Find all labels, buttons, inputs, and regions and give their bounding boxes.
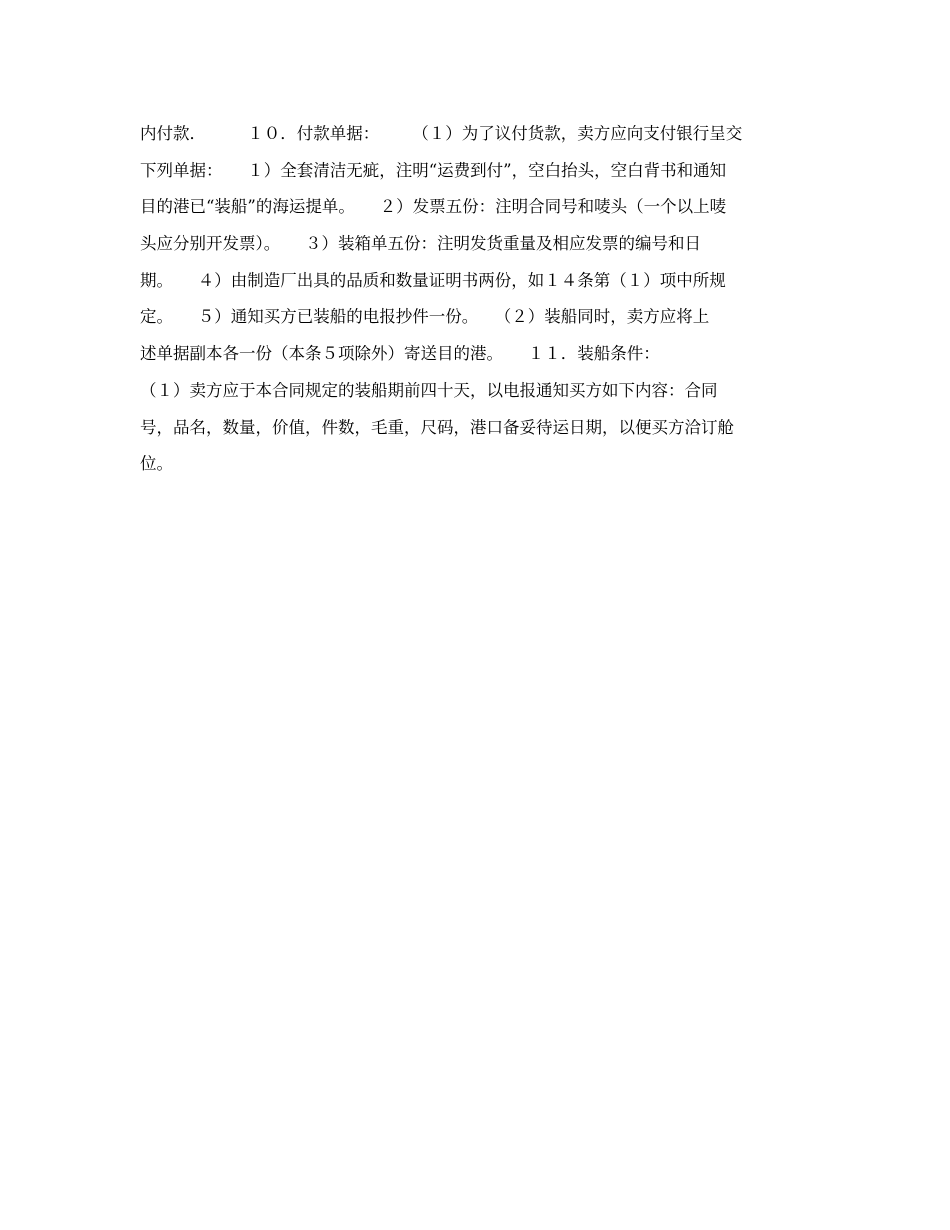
- text-line-10: 位。: [140, 454, 173, 474]
- text-line-6: 定。 ５）通知买方已装船的电报抄件一份。 （２）装船同时，卖方应将上: [140, 307, 710, 327]
- text-line-2: 下列单据： １）全套清洁无疵，注明“运费到付”，空白抬头，空白背书和通知: [140, 160, 727, 180]
- text-line-5: 期。 ４）由制造厂出具的品质和数量证明书两份，如１４条第（１）项中所规: [140, 270, 726, 290]
- text-line-8: （１）卖方应于本合同规定的装船期前四十天，以电报通知买方如下内容：合同: [140, 380, 718, 400]
- text-line-1: 内付款． １０．付款单据： （１）为了议付货款，卖方应向支付银行呈交: [140, 124, 743, 143]
- text-line-3: 目的港已“装船”的海运提单。 ２）发票五份：注明合同号和唛头（一个以上唛: [140, 197, 727, 217]
- text-line-9: 号，品名，数量，价值，件数，毛重，尺码，港口备妥待运日期，以便买方洽订舱: [140, 417, 734, 437]
- text-line-7: 述单据副本各一份（本条５项除外）寄送目的港。 １１．装船条件：: [140, 344, 660, 364]
- contract-text-block: [140, 116, 812, 483]
- text-line-4: 头应分别开发票）。 ３）装箱单五份：注明发货重量及相应发票的编号和日: [140, 234, 701, 254]
